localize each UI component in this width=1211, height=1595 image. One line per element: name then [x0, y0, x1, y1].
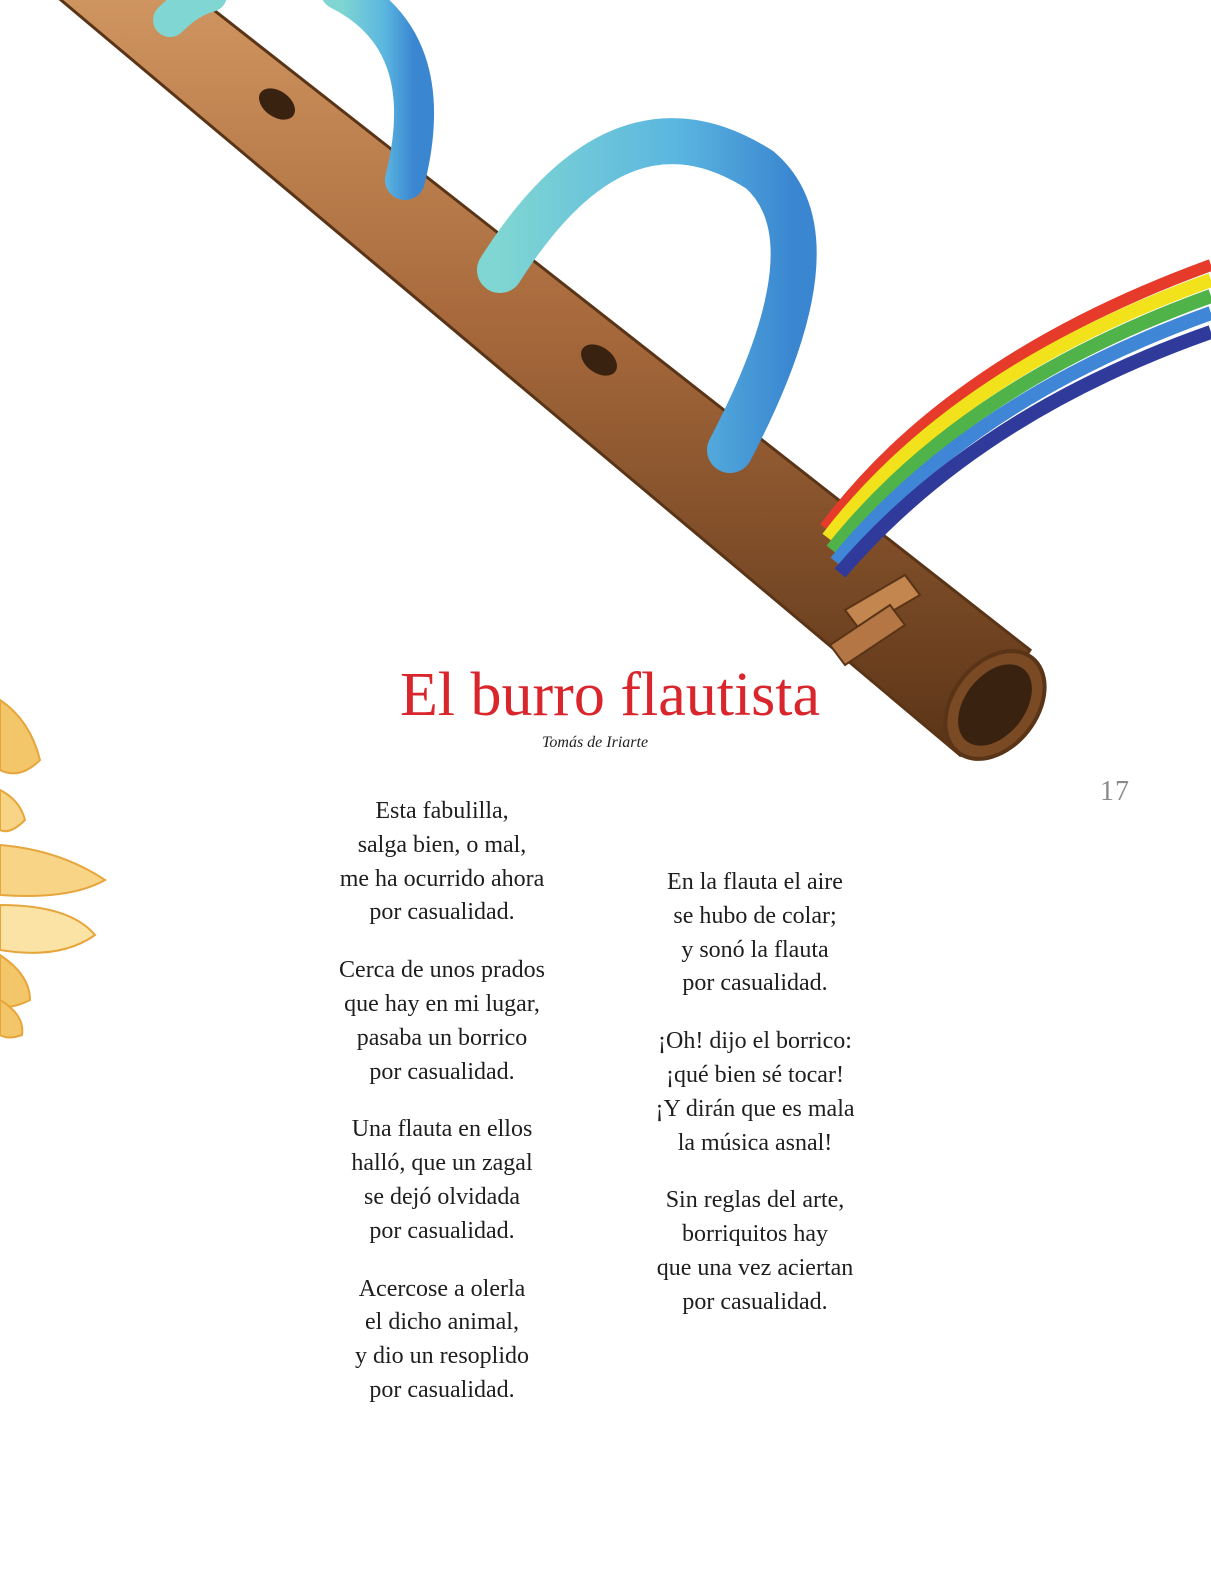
verse-line: ¡Y dirán que es mala: [655, 1095, 855, 1122]
stanza: [605, 866, 905, 1001]
verse-line: por casualidad.: [369, 1376, 515, 1403]
verse-line: y sonó la flauta: [681, 936, 829, 963]
stanza: [605, 1025, 905, 1160]
stanza: [292, 1113, 592, 1248]
verse-line: me ha ocurrido ahora: [339, 865, 545, 892]
verse-line: ¡qué bien sé tocar!: [666, 1061, 844, 1088]
verse-line: En la flauta el aire: [667, 869, 843, 895]
verse-line: y dio un resoplido: [355, 1343, 529, 1370]
verse-line: Cerca de unos prados: [339, 957, 545, 984]
poem-column-right: [605, 866, 905, 1344]
verse-line: Sin reglas del arte,: [665, 1187, 845, 1214]
verse-line: pasaba un borrico: [356, 1024, 528, 1051]
stanza: [292, 795, 592, 930]
verse-line: se hubo de colar;: [673, 902, 837, 929]
verse-line: por casualidad.: [682, 1288, 828, 1315]
verse-line: Acercose a olerla: [358, 1275, 526, 1302]
verse-line: por casualidad.: [369, 1217, 515, 1244]
verse-line: halló, que un zagal: [351, 1150, 533, 1177]
verse-line: el dicho animal,: [365, 1309, 519, 1336]
stanza: [292, 954, 592, 1089]
stanza: [292, 1273, 592, 1408]
verse-line: por casualidad.: [369, 899, 515, 926]
poem-column-left: [292, 795, 592, 1432]
stanza: [605, 1184, 905, 1319]
verse-line: por casualidad.: [682, 970, 828, 997]
verse-line: salga bien, o mal,: [357, 831, 527, 858]
verse-line: Una flauta en ellos: [351, 1116, 533, 1143]
verse-line: por casualidad.: [369, 1058, 515, 1085]
verse-line: se dejó olvidada: [364, 1183, 520, 1210]
verse-line: ¡Oh! dijo el borrico:: [658, 1028, 852, 1055]
verse-line: que una vez aciertan: [656, 1254, 854, 1281]
verse-line: que hay en mi lugar,: [344, 990, 540, 1017]
verse-line: borriquitos hay: [682, 1221, 828, 1248]
verse-line: la música asnal!: [677, 1129, 833, 1156]
poem-title: El burro flautista: [399, 661, 821, 729]
rainbow: [825, 265, 1211, 573]
verse-line: Esta fabulilla,: [375, 798, 509, 824]
sunflower-petals: [0, 700, 105, 1038]
page-number: 17: [1100, 776, 1130, 807]
poem-author: Tomás de Iriarte: [541, 734, 649, 751]
